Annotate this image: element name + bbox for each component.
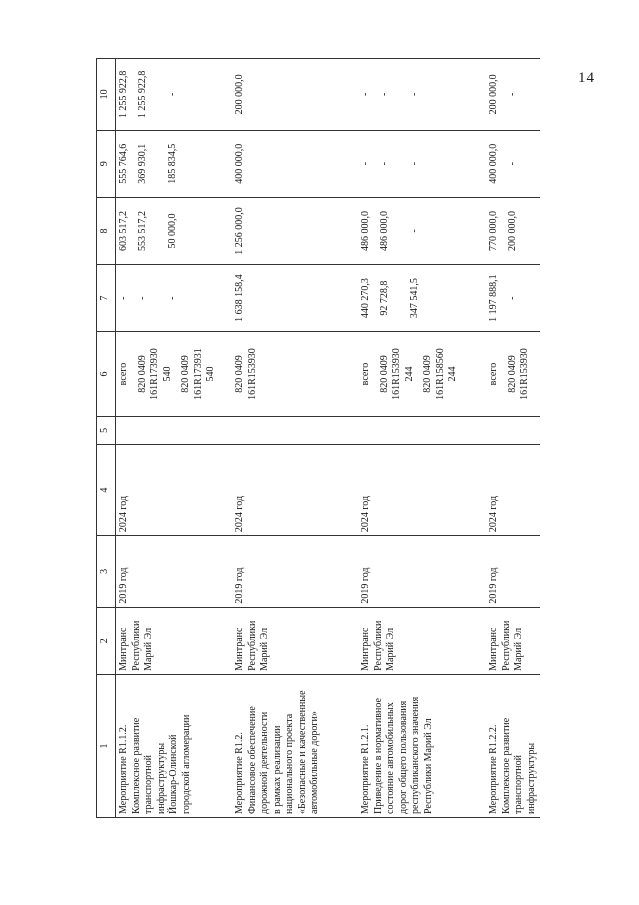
cell-line: 161R173931 [192,348,204,400]
table-cell-col-3: 2019 год [358,536,486,608]
budget-table [96,58,540,818]
table-cell-col-6 [116,332,233,417]
cell-line: Минтранс [234,627,245,671]
cell-line: - [506,92,518,96]
col-header: 8 [97,197,116,264]
cell-line: - [118,296,129,300]
cell-line: дорожной деятельности [259,711,270,814]
cell-line: 553 517,2 [136,210,148,251]
cell-line: Мероприятие R1.1.2. [118,724,129,814]
table-cell-col-7 [486,265,540,332]
cell-line: республиканского значения [410,696,421,814]
table-cell-col-9 [486,130,540,197]
cell-line: инфраструктуры [525,742,537,814]
cell-line: инфраструктуры [155,742,167,814]
cell-line: 161R173930 [149,348,160,400]
cell-line: Минтранс [360,627,371,671]
cell-line: Марий Эл [385,627,396,671]
cell-line: Республики Марий Эл [422,718,434,814]
rotated-table-container [96,58,537,818]
cell-line: Марий Эл [143,627,154,671]
table-cell-col-8 [232,197,358,264]
cell-line: национального проекта [284,713,295,814]
cell-line: Марий Эл [259,627,270,671]
table-cell-col-5 [232,416,358,444]
cell-line: городской агломерации [180,714,192,814]
cell-line: 486 000,0 [378,210,390,251]
cell-line: состояние автомобильных [385,702,396,814]
cell-line: 820 0409 [136,355,148,393]
cell-line: Республики [246,620,258,671]
table-cell-col-4: 2024 год [486,445,540,536]
cell-line: 820 0409 [234,355,245,393]
cell-line: Йошкар-Олинской [168,734,179,814]
cell-line: Республики [372,620,384,671]
table-cell-col-1 [116,674,233,817]
table-cell-col-2 [232,607,358,674]
table-cell-col-9 [116,130,233,197]
cell-line: 400 000,0 [234,143,245,184]
table-cell-col-8 [358,197,486,264]
table-cell-col-7 [358,265,486,332]
cell-line: 244 [447,366,458,382]
table-cell-col-7 [116,265,233,332]
cell-line: Комплексное развитие [500,717,512,814]
col-header: 2 [97,607,116,674]
cell-line: 369 930,1 [136,143,148,184]
cell-line: 1 255 922,8 [136,70,148,119]
table-cell-col-8 [486,197,540,264]
cell-line: 92 728,8 [378,280,390,316]
table-cell-col-5 [486,416,540,444]
cell-line: 185 834,5 [167,143,178,184]
cell-line: - [506,296,518,300]
page-number: 14 [578,70,595,86]
col-header: 4 [97,445,116,536]
col-header: 1 [97,674,116,817]
cell-line: 200 000,0 [506,210,518,251]
col-header: 3 [97,536,116,608]
cell-line: 161R158560 [434,348,446,400]
cell-line: - [506,162,518,166]
table-cell-col-3: 2019 год [486,536,540,608]
table-cell-col-9 [232,130,358,197]
table-cell-col-4: 2024 год [358,445,486,536]
cell-line: Мероприятие R1.2.1. [360,724,371,814]
table-cell-col-10 [116,59,233,131]
cell-line: Комплексное развитие [130,717,142,814]
cell-line: 820 0409 [506,355,518,393]
table-cell-col-1 [232,674,358,817]
table-cell-col-6 [358,332,486,417]
cell-line: Республики [500,620,512,671]
cell-line: - [409,229,420,233]
table-row [116,59,233,818]
cell-line: Мероприятие R1.2. [234,732,245,814]
cell-line: 820 0409 [378,355,390,393]
cell-line: 1 255 922,8 [118,70,129,119]
col-header: 5 [97,416,116,444]
cell-line: 400 000,0 [488,143,499,184]
cell-line: - [378,92,390,96]
cell-line: 820 0409 [422,355,433,393]
cell-line: всего [488,362,499,386]
table-cell-col-10 [232,59,358,131]
cell-line: в рамках реализации [271,725,283,814]
table-cell-col-3: 2019 год [232,536,358,608]
cell-line: автомобильные дороги» [309,711,320,814]
col-header: 10 [97,59,116,131]
table-cell-col-1 [358,674,486,817]
cell-line: 1 256 000,0 [234,207,245,255]
cell-line: Мероприятие R1.2.2. [488,724,499,814]
table-cell-col-8 [116,197,233,264]
cell-line: всего [360,362,371,386]
cell-line: - [136,296,148,300]
table-cell-col-1 [486,674,540,817]
cell-line: 347 541,5 [409,278,420,319]
cell-line: «Безопасные и качественные [296,690,308,814]
cell-line: - [360,92,371,96]
table-cell-col-7 [232,265,358,332]
cell-line: 440 270,3 [360,278,371,319]
cell-line: 540 [205,366,216,382]
cell-line: всего [118,362,129,386]
cell-line: 200 000,0 [488,74,499,115]
table-cell-col-9 [358,130,486,197]
cell-line: 486 000,0 [360,210,371,251]
table-cell-col-2 [358,607,486,674]
cell-line: 1 197 888,1 [488,274,499,322]
cell-line: Марий Эл [513,627,524,671]
cell-line: 820 0409 [180,355,191,393]
table-cell-col-2 [486,607,540,674]
cell-line: - [409,92,420,96]
cell-line: Минтранс [118,627,129,671]
table-cell-col-4: 2024 год [116,445,233,536]
cell-line: Минтранс [488,627,499,671]
cell-line: 770 000,0 [488,210,499,251]
cell-line: - [378,162,390,166]
cell-line: транспортной [143,754,154,814]
cell-line: 161R153930 [246,348,258,400]
cell-line: - [409,162,420,166]
table-row [232,59,358,818]
table-cell-col-5 [358,416,486,444]
table-cell-col-4: 2024 год [232,445,358,536]
cell-line: транспортной [513,754,524,814]
cell-line: 200 000,0 [234,74,245,115]
cell-line: 161R153930 [391,348,402,400]
cell-line: 244 [403,366,415,382]
table-cell-col-2 [116,607,233,674]
table-cell-col-3: 2019 год [116,536,233,608]
header-row [97,59,116,818]
cell-line: Республики [130,620,142,671]
cell-line: дорог общего пользования [397,700,409,814]
table-cell-col-6 [486,332,540,417]
table-cell-col-10 [486,59,540,131]
table-cell-col-10 [358,59,486,131]
cell-line: 603 517,2 [118,210,129,251]
col-header: 9 [97,130,116,197]
table-row [358,59,486,818]
table-cell-col-6 [232,332,358,417]
col-header: 6 [97,332,116,417]
cell-line: - [167,296,178,300]
cell-line: Приведение в нормативное [372,698,384,814]
cell-line: 161R153930 [519,348,530,400]
cell-line: 540 [161,366,173,382]
cell-line: - [360,162,371,166]
table-row [486,59,540,818]
cell-line: - [167,92,178,96]
cell-line: 1 638 158,4 [234,274,245,322]
cell-line: 555 764,6 [118,143,129,184]
cell-line: Финансовое обеспечение [246,706,258,814]
cell-line: 50 000,0 [167,213,178,249]
col-header: 7 [97,265,116,332]
table-cell-col-5 [116,416,233,444]
